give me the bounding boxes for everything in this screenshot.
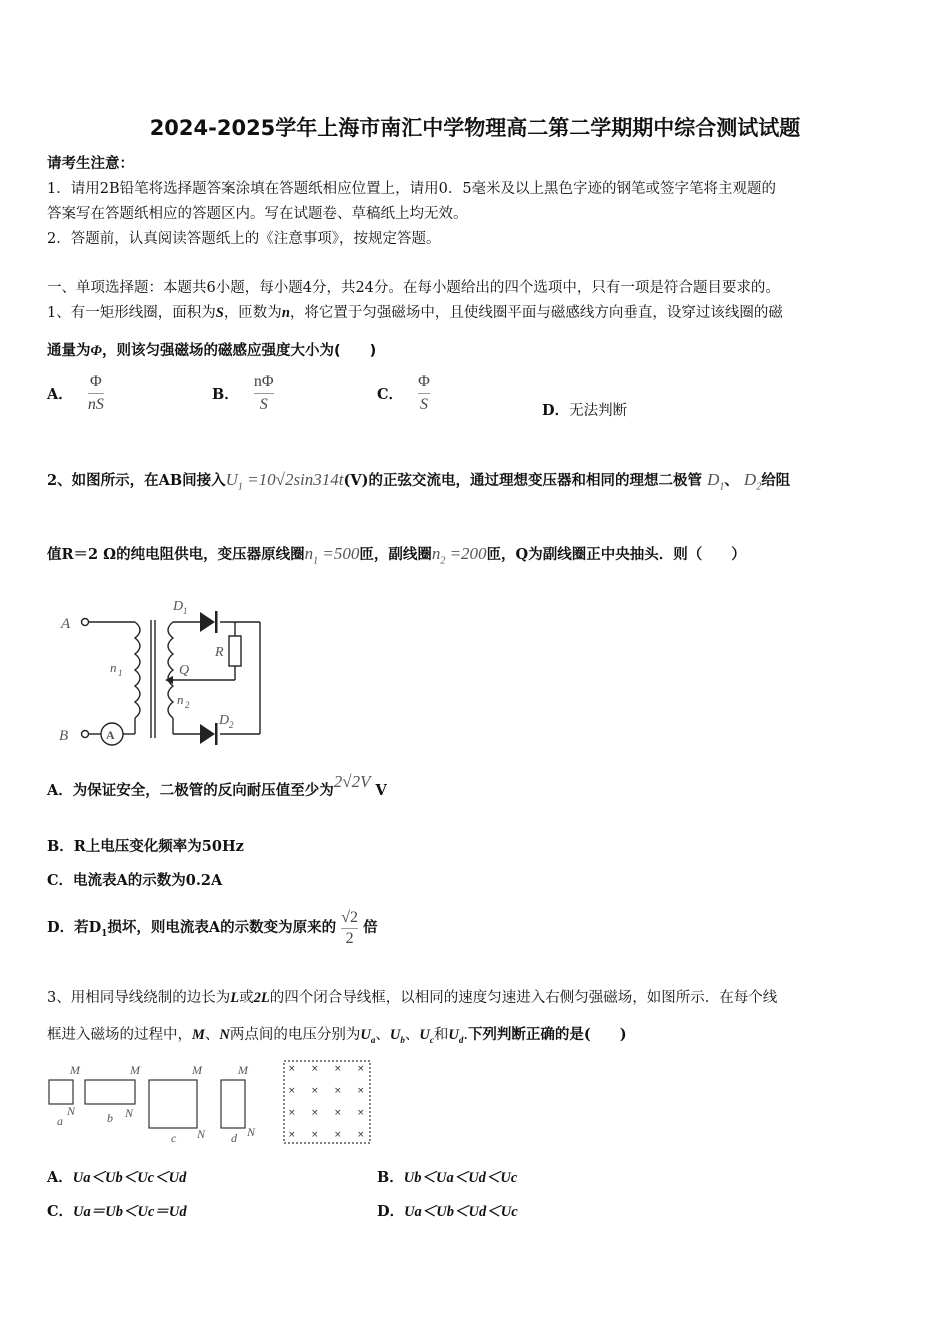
svg-text:1: 1: [118, 668, 123, 678]
svg-text:D: D: [219, 713, 230, 728]
field-x-mark: ×: [311, 1130, 319, 1140]
svg-text:n: n: [110, 660, 117, 675]
svg-text:2: 2: [185, 700, 190, 710]
primary-coil: [135, 622, 140, 718]
field-x-mark: ×: [334, 1108, 342, 1118]
q1-line-1: 1、有一矩形线圈，面积为S，匝数为n，将它置于匀强磁场中，且使线圈平面与磁感线方向垂直，设穿过该线圈的磁: [47, 305, 783, 321]
field-cross-marks: [288, 1064, 365, 1140]
frame-a: [49, 1080, 73, 1104]
q1-option-a: A． $\frac{\Phi}{nS}$: [47, 373, 104, 413]
transformer-circuit-diagram: [55, 592, 270, 752]
frame-c: [149, 1080, 197, 1128]
q1-option-c: C． $\frac{\Phi}{S}$: [377, 373, 430, 413]
svg-text:b: b: [107, 1111, 113, 1125]
field-x-mark: ×: [288, 1064, 296, 1074]
q3-option-d: D．Ua＜Ub＜Ud＜Uc: [377, 1203, 518, 1220]
frame-b: [85, 1080, 135, 1104]
q2-line-1: 2、如图所示，在AB间接入$U_1 =10√2\sin 314t(V)$的正弦交流电，通过理想变压器和相同的理想二极管 $D_1$、 $D_2$给阻: [47, 470, 791, 493]
notice-heading: 请考生注意：: [47, 156, 134, 172]
svg-text:c: c: [171, 1131, 177, 1145]
svg-text:D: D: [173, 599, 184, 614]
diode-d1: [200, 612, 215, 632]
q2-option-b: B．R上电压变化频率为50Hz: [47, 838, 244, 855]
svg-text:d: d: [231, 1131, 237, 1145]
svg-text:n: n: [177, 692, 184, 707]
q3-line-1: 3、用相同导线绕制的边长为L或2L的四个闭合导线框，以相同的速度匀速进入右侧匀强磁场，如图所示．在每个线: [47, 990, 778, 1006]
q3-option-b: B．Ub＜Ua＜Ud＜Uc: [377, 1169, 518, 1186]
q2-line-2: 值R＝2 Ω的纯电阻供电，变压器原线圈$n_1 =500$匝，副线圈$n_2 =200$匝，Q为副线圈正中央抽头．则（ ）: [47, 544, 746, 567]
section-heading: 一、单项选择题：本题共6小题，每小题4分，共24分。在每小题给出的四个选项中，只有一项是符合题目要求的。: [47, 280, 780, 296]
wire-frames-diagram: [45, 1058, 375, 1150]
svg-text:M: M: [70, 1063, 80, 1077]
field-x-mark: ×: [288, 1086, 296, 1096]
svg-text:M: M: [238, 1063, 248, 1077]
q1-option-d: D．无法判断: [542, 402, 628, 419]
diode-d2: [200, 724, 215, 744]
secondary-coil: [168, 622, 173, 718]
terminal-a: [82, 619, 89, 626]
svg-text:N: N: [197, 1127, 206, 1141]
field-x-mark: ×: [357, 1130, 365, 1140]
svg-text:2: 2: [229, 720, 234, 730]
svg-text:N: N: [247, 1125, 256, 1139]
resistor-r: [229, 636, 241, 666]
svg-text:R: R: [215, 645, 224, 660]
field-x-mark: ×: [334, 1130, 342, 1140]
field-x-mark: ×: [288, 1130, 296, 1140]
svg-text:N: N: [125, 1106, 134, 1120]
q3-line-2: 框进入磁场的过程中，M、N两点间的电压分别为$U_a$、$U_b$、$U_c$和$U_d$.下列判断正确的是( ): [47, 1026, 627, 1045]
q1-line-2: 通量为Φ，则该匀强磁场的磁感应强度大小为( ): [47, 343, 377, 359]
q1-option-b: B． $\frac{n\Phi}{S}$: [212, 373, 274, 413]
svg-text:B: B: [59, 728, 69, 744]
svg-text:A: A: [106, 728, 115, 742]
q2-option-a: A．为保证安全，二极管的反向耐压值至少为2√2V V: [47, 772, 387, 799]
notice-line-1b: 答案写在答题纸相应的答题区内。写在试题卷、草稿纸上均无效。: [47, 206, 468, 222]
q3-option-c: C．Ua＝Ub＜Uc＝Ud: [47, 1203, 187, 1220]
svg-text:M: M: [130, 1063, 140, 1077]
notice-line-1a: 1．请用2B铅笔将选择题答案涂填在答题纸相应位置上，请用0．5毫米及以上黑色字迹的钢笔或签字笔将主观题的: [47, 181, 777, 197]
notice-line-2: 2．答题前，认真阅读答题纸上的《注意事项》，按规定答题。: [47, 231, 441, 247]
svg-text:1: 1: [183, 606, 188, 616]
svg-text:N: N: [67, 1104, 76, 1118]
svg-text:a: a: [57, 1114, 63, 1128]
frame-d: [221, 1080, 245, 1128]
field-x-mark: ×: [357, 1086, 365, 1096]
svg-text:Q: Q: [179, 663, 190, 678]
page-title: 2024-2025学年上海市南汇中学物理高二第二学期期中综合测试试题: [149, 116, 801, 140]
q2-option-d: D．若$D_1$损坏，则电流表A的示数变为原来的 $\frac{√2}{2}$ 倍: [47, 908, 378, 947]
field-x-mark: ×: [334, 1086, 342, 1096]
field-x-mark: ×: [357, 1064, 365, 1074]
field-x-mark: ×: [311, 1064, 319, 1074]
svg-text:M: M: [192, 1063, 202, 1077]
q3-option-a: A．Ua＜Ub＜Uc＜Ud: [47, 1169, 187, 1186]
field-x-mark: ×: [311, 1086, 319, 1096]
field-x-mark: ×: [357, 1108, 365, 1118]
field-x-mark: ×: [311, 1108, 319, 1118]
svg-text:A: A: [61, 616, 71, 632]
field-x-mark: ×: [288, 1108, 296, 1118]
q2-option-c: C．电流表A的示数为0.2A: [47, 872, 223, 889]
terminal-b: [82, 731, 89, 738]
field-x-mark: ×: [334, 1064, 342, 1074]
